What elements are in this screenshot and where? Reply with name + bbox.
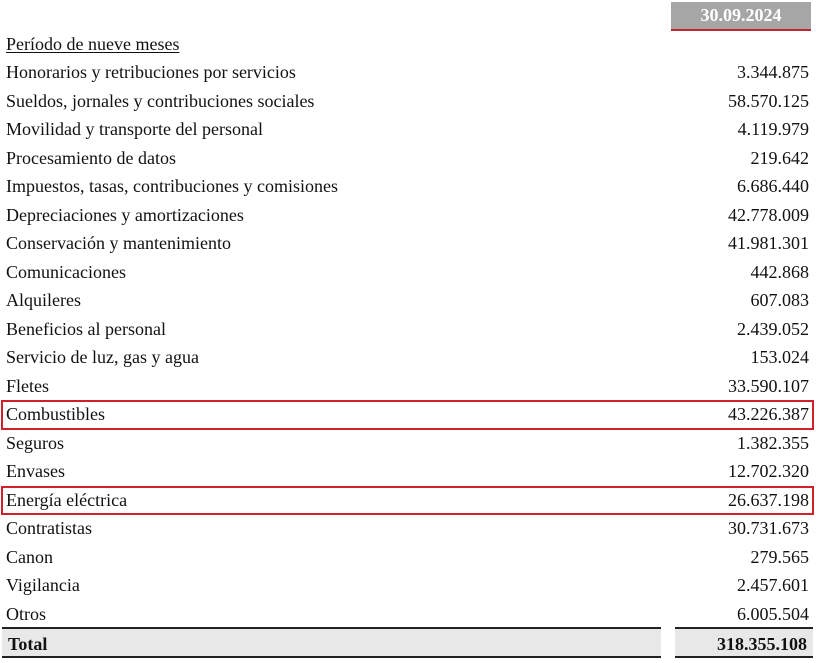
row-value: 4.119.979	[737, 119, 809, 139]
row-label: Envases	[6, 461, 65, 481]
table-row	[0, 144, 817, 173]
row-value: 58.570.125	[728, 90, 809, 111]
table-row-highlighted	[0, 486, 817, 515]
table-row	[0, 87, 817, 116]
row-value: 2.439.052	[737, 318, 809, 339]
row-label: Servicio de luz, gas y agua	[6, 347, 199, 367]
row-label: Seguros	[6, 432, 64, 453]
row-value: 43.226.387	[728, 404, 809, 424]
row-value: 6.005.504	[737, 603, 809, 624]
table-row	[0, 372, 817, 401]
row-label: Combustibles	[6, 404, 106, 424]
total-label-cell	[2, 627, 661, 658]
row-value: 279.565	[750, 546, 809, 567]
row-value: 3.344.875	[737, 62, 809, 82]
table-row	[0, 514, 817, 543]
row-label: Contratistas	[6, 518, 92, 538]
table-row	[0, 58, 817, 87]
row-label: Conservación y mantenimiento	[6, 233, 231, 253]
row-label: Procesamiento de datos	[6, 147, 176, 168]
row-value: 33.590.107	[728, 375, 809, 396]
table-row	[0, 600, 817, 629]
row-label: Impuestos, tasas, contribuciones y comisiones	[6, 176, 338, 196]
table-row	[0, 315, 817, 344]
total-value: 318.355.108	[717, 634, 807, 654]
total-label: Total	[8, 634, 48, 654]
row-label: Depreciaciones y amortizaciones	[6, 204, 244, 225]
row-label: Fletes	[6, 375, 49, 396]
table-row	[0, 229, 817, 258]
row-label: Alquileres	[6, 290, 81, 310]
row-value: 153.024	[750, 347, 809, 367]
table-row-highlighted	[0, 400, 817, 429]
row-value: 26.637.198	[728, 489, 809, 510]
row-label: Canon	[6, 546, 53, 567]
table-row	[0, 115, 817, 144]
table-row	[0, 286, 817, 315]
row-label: Beneficios al personal	[6, 318, 166, 339]
row-value: 12.702.320	[728, 461, 809, 481]
table-row	[0, 258, 817, 287]
total-value-cell	[675, 627, 813, 658]
row-value: 1.382.355	[737, 432, 809, 453]
total-row	[0, 627, 817, 659]
table-row	[0, 429, 817, 458]
table-row	[0, 201, 817, 230]
table-row	[0, 343, 817, 372]
row-value: 30.731.673	[728, 518, 809, 538]
row-value: 2.457.601	[737, 575, 809, 595]
period-title: Período de nueve meses	[6, 34, 180, 54]
table-row	[0, 543, 817, 572]
row-label: Vigilancia	[6, 575, 80, 595]
table-row	[0, 172, 817, 201]
table-row	[0, 457, 817, 486]
date-header-underline	[671, 29, 811, 31]
row-value: 6.686.440	[737, 176, 809, 196]
row-label: Honorarios y retribuciones por servicios	[6, 62, 296, 82]
date-header: 30.09.2024	[671, 2, 811, 29]
row-value: 42.778.009	[728, 204, 809, 225]
expense-table	[0, 58, 817, 628]
row-value: 219.642	[750, 147, 809, 168]
row-value: 442.868	[750, 261, 809, 282]
row-label: Otros	[6, 603, 46, 624]
row-label: Movilidad y transporte del personal	[6, 119, 263, 139]
row-label: Sueldos, jornales y contribuciones sociales	[6, 90, 315, 111]
row-label: Energía eléctrica	[6, 489, 128, 510]
table-row	[0, 571, 817, 600]
row-value: 41.981.301	[728, 233, 809, 253]
row-label: Comunicaciones	[6, 261, 126, 282]
row-value: 607.083	[750, 290, 809, 310]
